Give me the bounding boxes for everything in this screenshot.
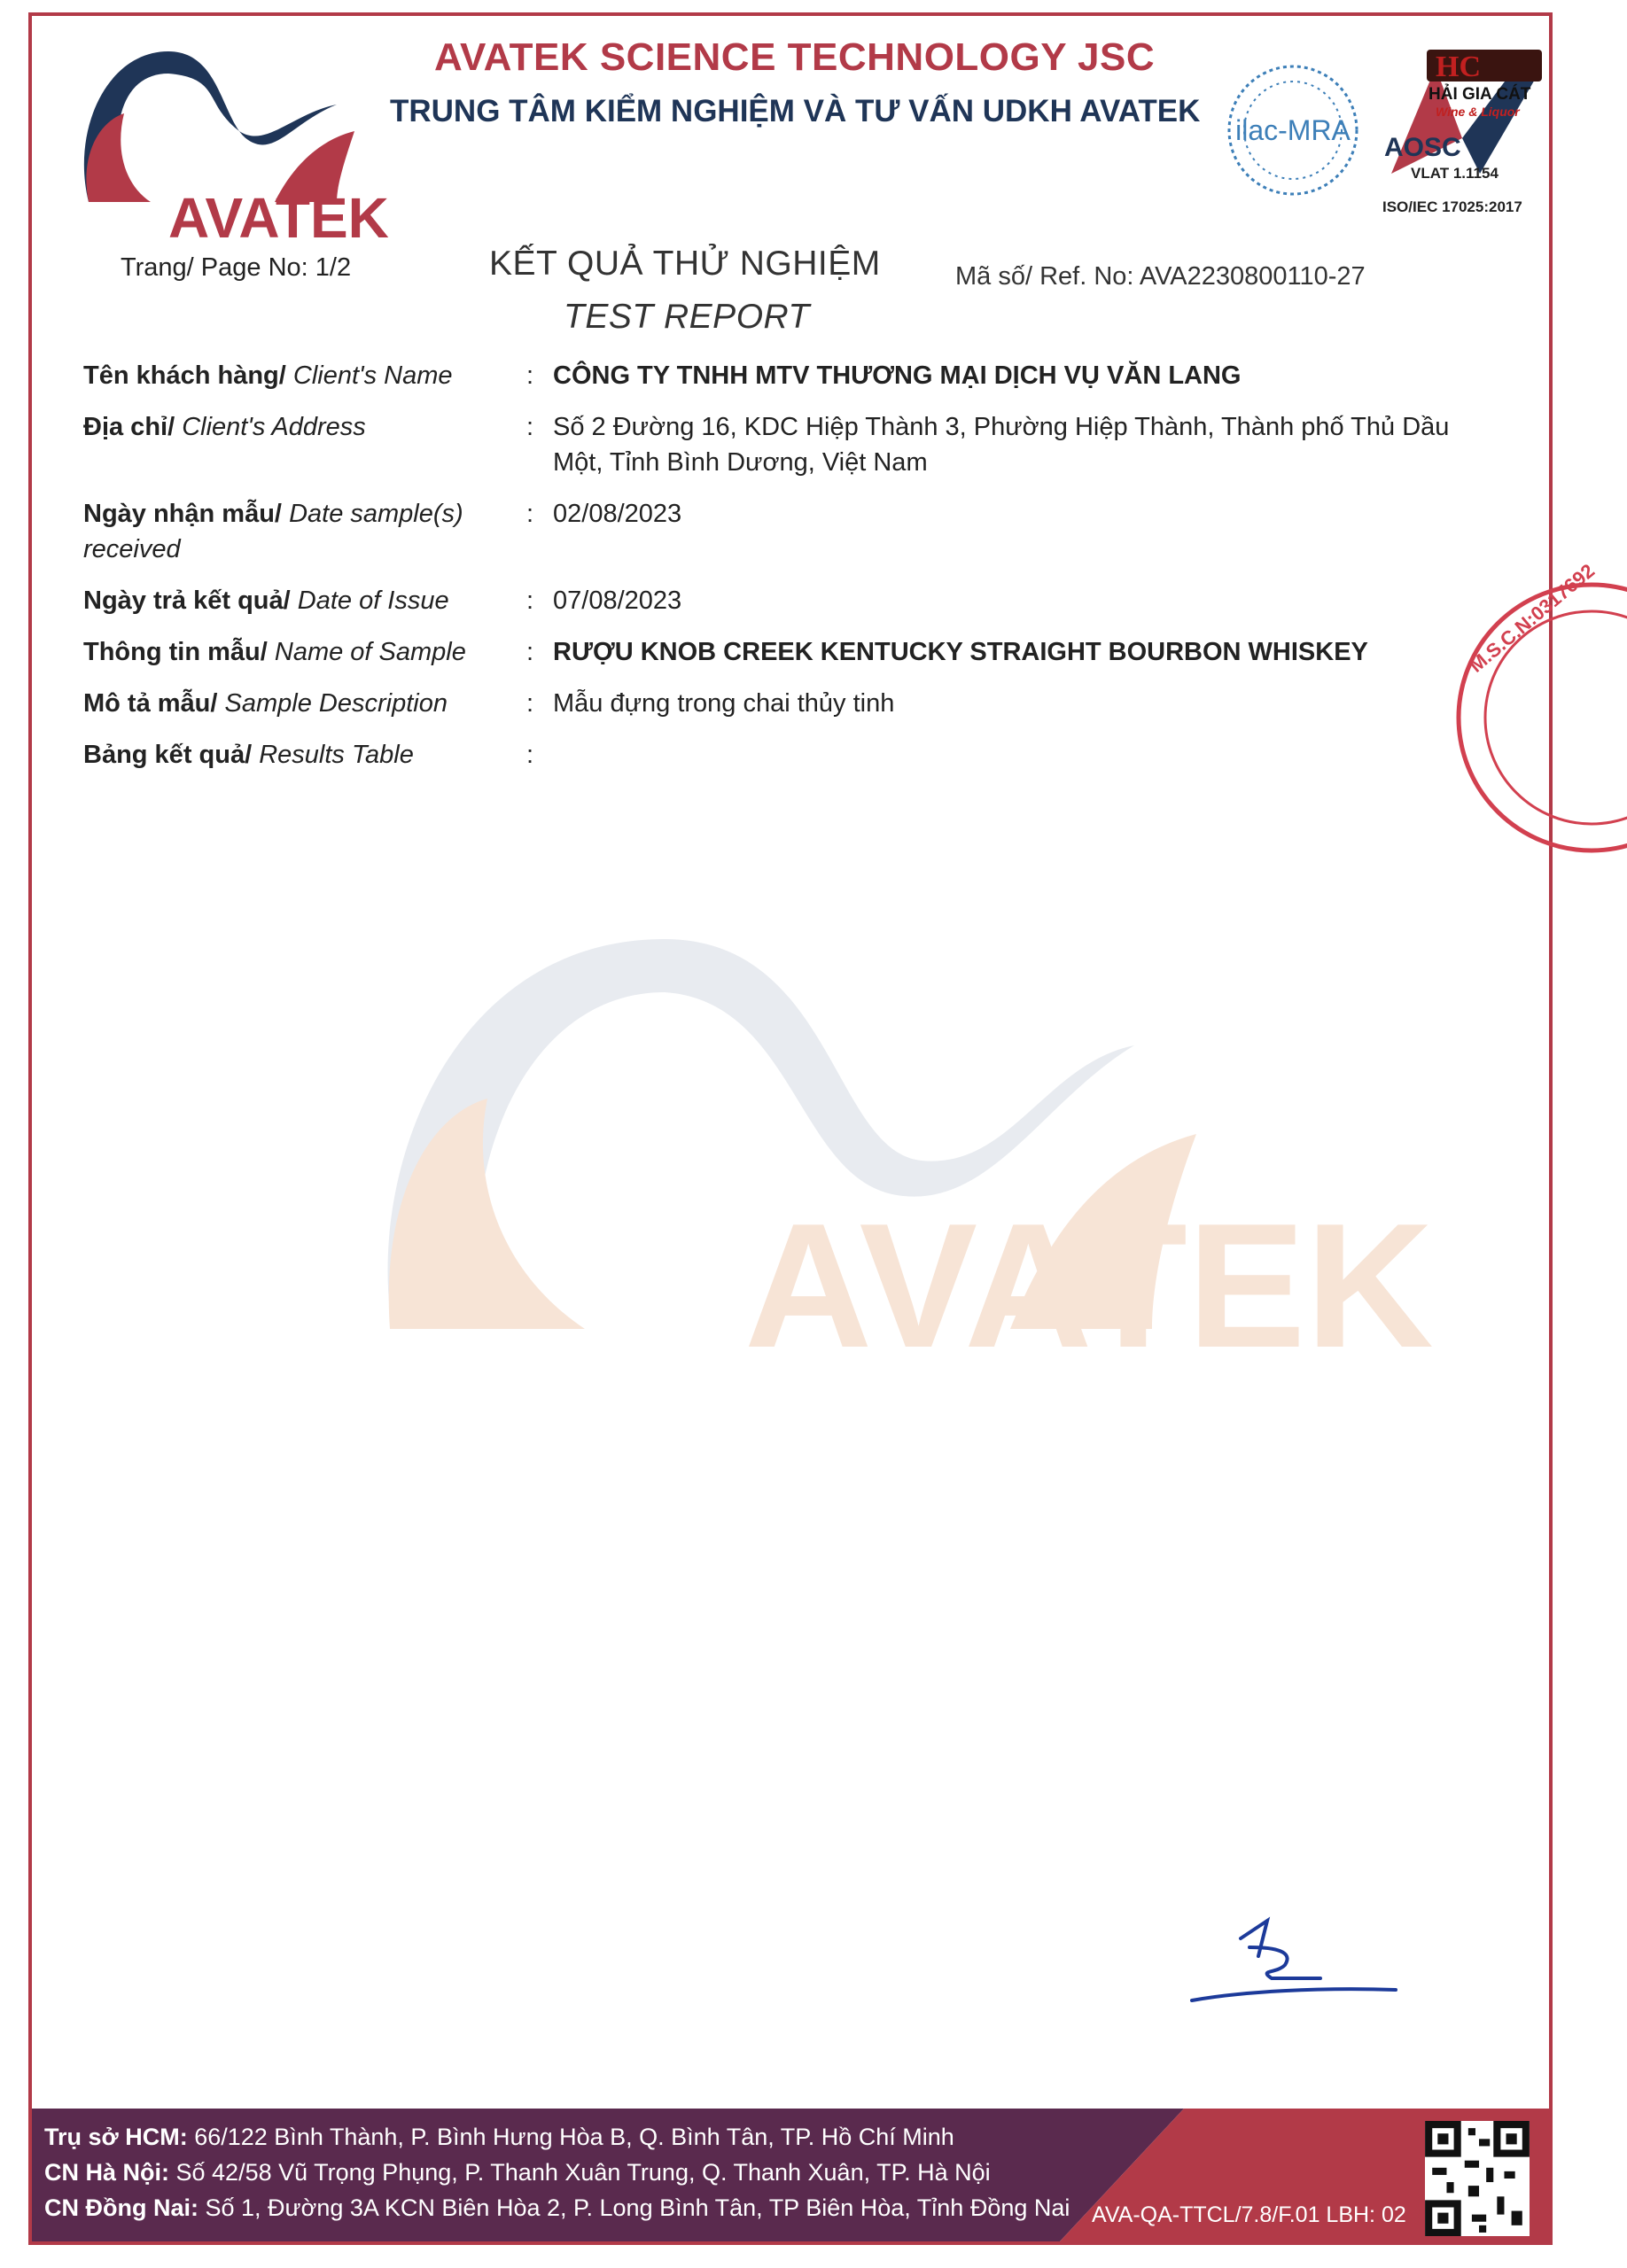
footer — [32, 2109, 1549, 2241]
field-row: Thông tin mẫu/ Name of Sample : RƯỢU KNOB CREEK KENTUCKY STRAIGHT BOURBON WHISKEY — [83, 634, 1501, 670]
field-label: Địa chỉ/ Client's Address — [83, 413, 366, 441]
hgc-brand: HẢI GIA CÁT — [1428, 85, 1531, 104]
watermark-text: AVATEK — [744, 1187, 1434, 1385]
footer-hcm: Trụ sở HCM: 66/122 Bình Thành, P. Bình Hưng Hòa B, Q. Bình Tân, TP. Hồ Chí Minh — [44, 2124, 954, 2150]
info-table — [83, 358, 1501, 788]
field-row: Mô tả mẫu/ Sample Description : Mẫu đựng trong chai thủy tinh — [83, 686, 1501, 721]
hgc-mark: HC — [1436, 50, 1481, 83]
official-stamp — [1450, 559, 1627, 859]
field-label: Thông tin mẫu/ Name of Sample — [83, 638, 466, 666]
aosc-hgc-icon — [1382, 41, 1551, 214]
field-label: Ngày trả kết quả/ Date of Issue — [83, 586, 449, 615]
report-title-vn: KẾT QUẢ THỬ NGHIỆM — [489, 245, 881, 283]
avatek-logo — [71, 25, 389, 250]
avatek-watermark — [372, 780, 1434, 1385]
ilac-text: ilac-MRA — [1235, 114, 1351, 146]
logo-text: AVATEK — [168, 186, 389, 250]
iso-standard: ISO/IEC 17025:2017 — [1382, 198, 1522, 215]
date-received: 02/08/2023 — [553, 500, 682, 528]
footer-addresses — [44, 2119, 1070, 2225]
field-label: Ngày nhận mẫu/ Date sample(s) received — [83, 500, 463, 563]
field-label: Mô tả mẫu/ Sample Description — [83, 689, 448, 718]
client-address: Số 2 Đường 16, KDC Hiệp Thành 3, Phường Hiệp Thành, Thành phố Thủ Dầu Một, Tỉnh Bình Dương, Việt Nam — [553, 413, 1450, 477]
field-row: Tên khách hàng/ Client's Name : CÔNG TY TNHH MTV THƯƠNG MẠI DỊCH VỤ VĂN LANG — [83, 358, 1501, 393]
page-number: Trang/ Page No: 1/2 — [121, 253, 352, 282]
footer-dn: CN Đồng Nai: Số 1, Đường 3A KCN Biên Hòa 2, P. Long Bình Tân, TP Biên Hòa, Tỉnh Đồng Nai — [44, 2194, 1070, 2221]
field-label: Tên khách hàng/ Client's Name — [83, 361, 453, 390]
report-title-en: TEST REPORT — [564, 298, 810, 336]
client-name: CÔNG TY TNHH MTV THƯƠNG MẠI DỊCH VỤ VĂN LANG — [553, 361, 1242, 390]
results-table — [553, 737, 1475, 773]
qr-code-icon — [1425, 2121, 1530, 2236]
footer-hn: CN Hà Nội: Số 42/58 Vũ Trọng Phụng, P. Thanh Xuân Trung, Q. Thanh Xuân, TP. Hà Nội — [44, 2159, 991, 2186]
stamp-text: M.S.C.N:0317692 — [1465, 559, 1600, 677]
aosc-text: AOSC — [1384, 133, 1461, 162]
vlat-code: VLAT 1.1154 — [1411, 165, 1499, 182]
sample-name: RƯỢU KNOB CREEK KENTUCKY STRAIGHT BOURBON WHISKEY — [553, 638, 1368, 666]
field-label: Bảng kết quả/ Results Table — [83, 741, 414, 769]
center-name: TRUNG TÂM KIỂM NGHIỆM VÀ TƯ VẤN UDKH AVATEK — [390, 94, 1201, 128]
field-row: Ngày nhận mẫu/ Date sample(s) received : 02/08/2023 — [83, 496, 1501, 567]
sample-description: Mẫu đựng trong chai thủy tinh — [553, 689, 895, 718]
field-row: Bảng kết quả/ Results Table : — [83, 737, 1501, 773]
date-issue: 07/08/2023 — [553, 586, 682, 615]
ilac-mra-icon — [1225, 62, 1362, 199]
signature — [1187, 1903, 1400, 2018]
hgc-tagline: Wine & Liquor — [1436, 105, 1520, 119]
reference-number: Mã số/ Ref. No: AVA2230800110-27 — [955, 262, 1366, 291]
company-name: AVATEK SCIENCE TECHNOLOGY JSC — [434, 35, 1156, 79]
field-row: Địa chỉ/ Client's Address : Số 2 Đường 16, KDC Hiệp Thành 3, Phường Hiệp Thành, Thành phố Thủ Dầu Một, Tỉnh Bình Dương, Việt Nam — [83, 409, 1501, 480]
form-code: AVA-QA-TTCL/7.8/F.01 LBH: 02 — [1092, 2202, 1406, 2227]
field-row: Ngày trả kết quả/ Date of Issue : 07/08/2023 — [83, 583, 1501, 618]
